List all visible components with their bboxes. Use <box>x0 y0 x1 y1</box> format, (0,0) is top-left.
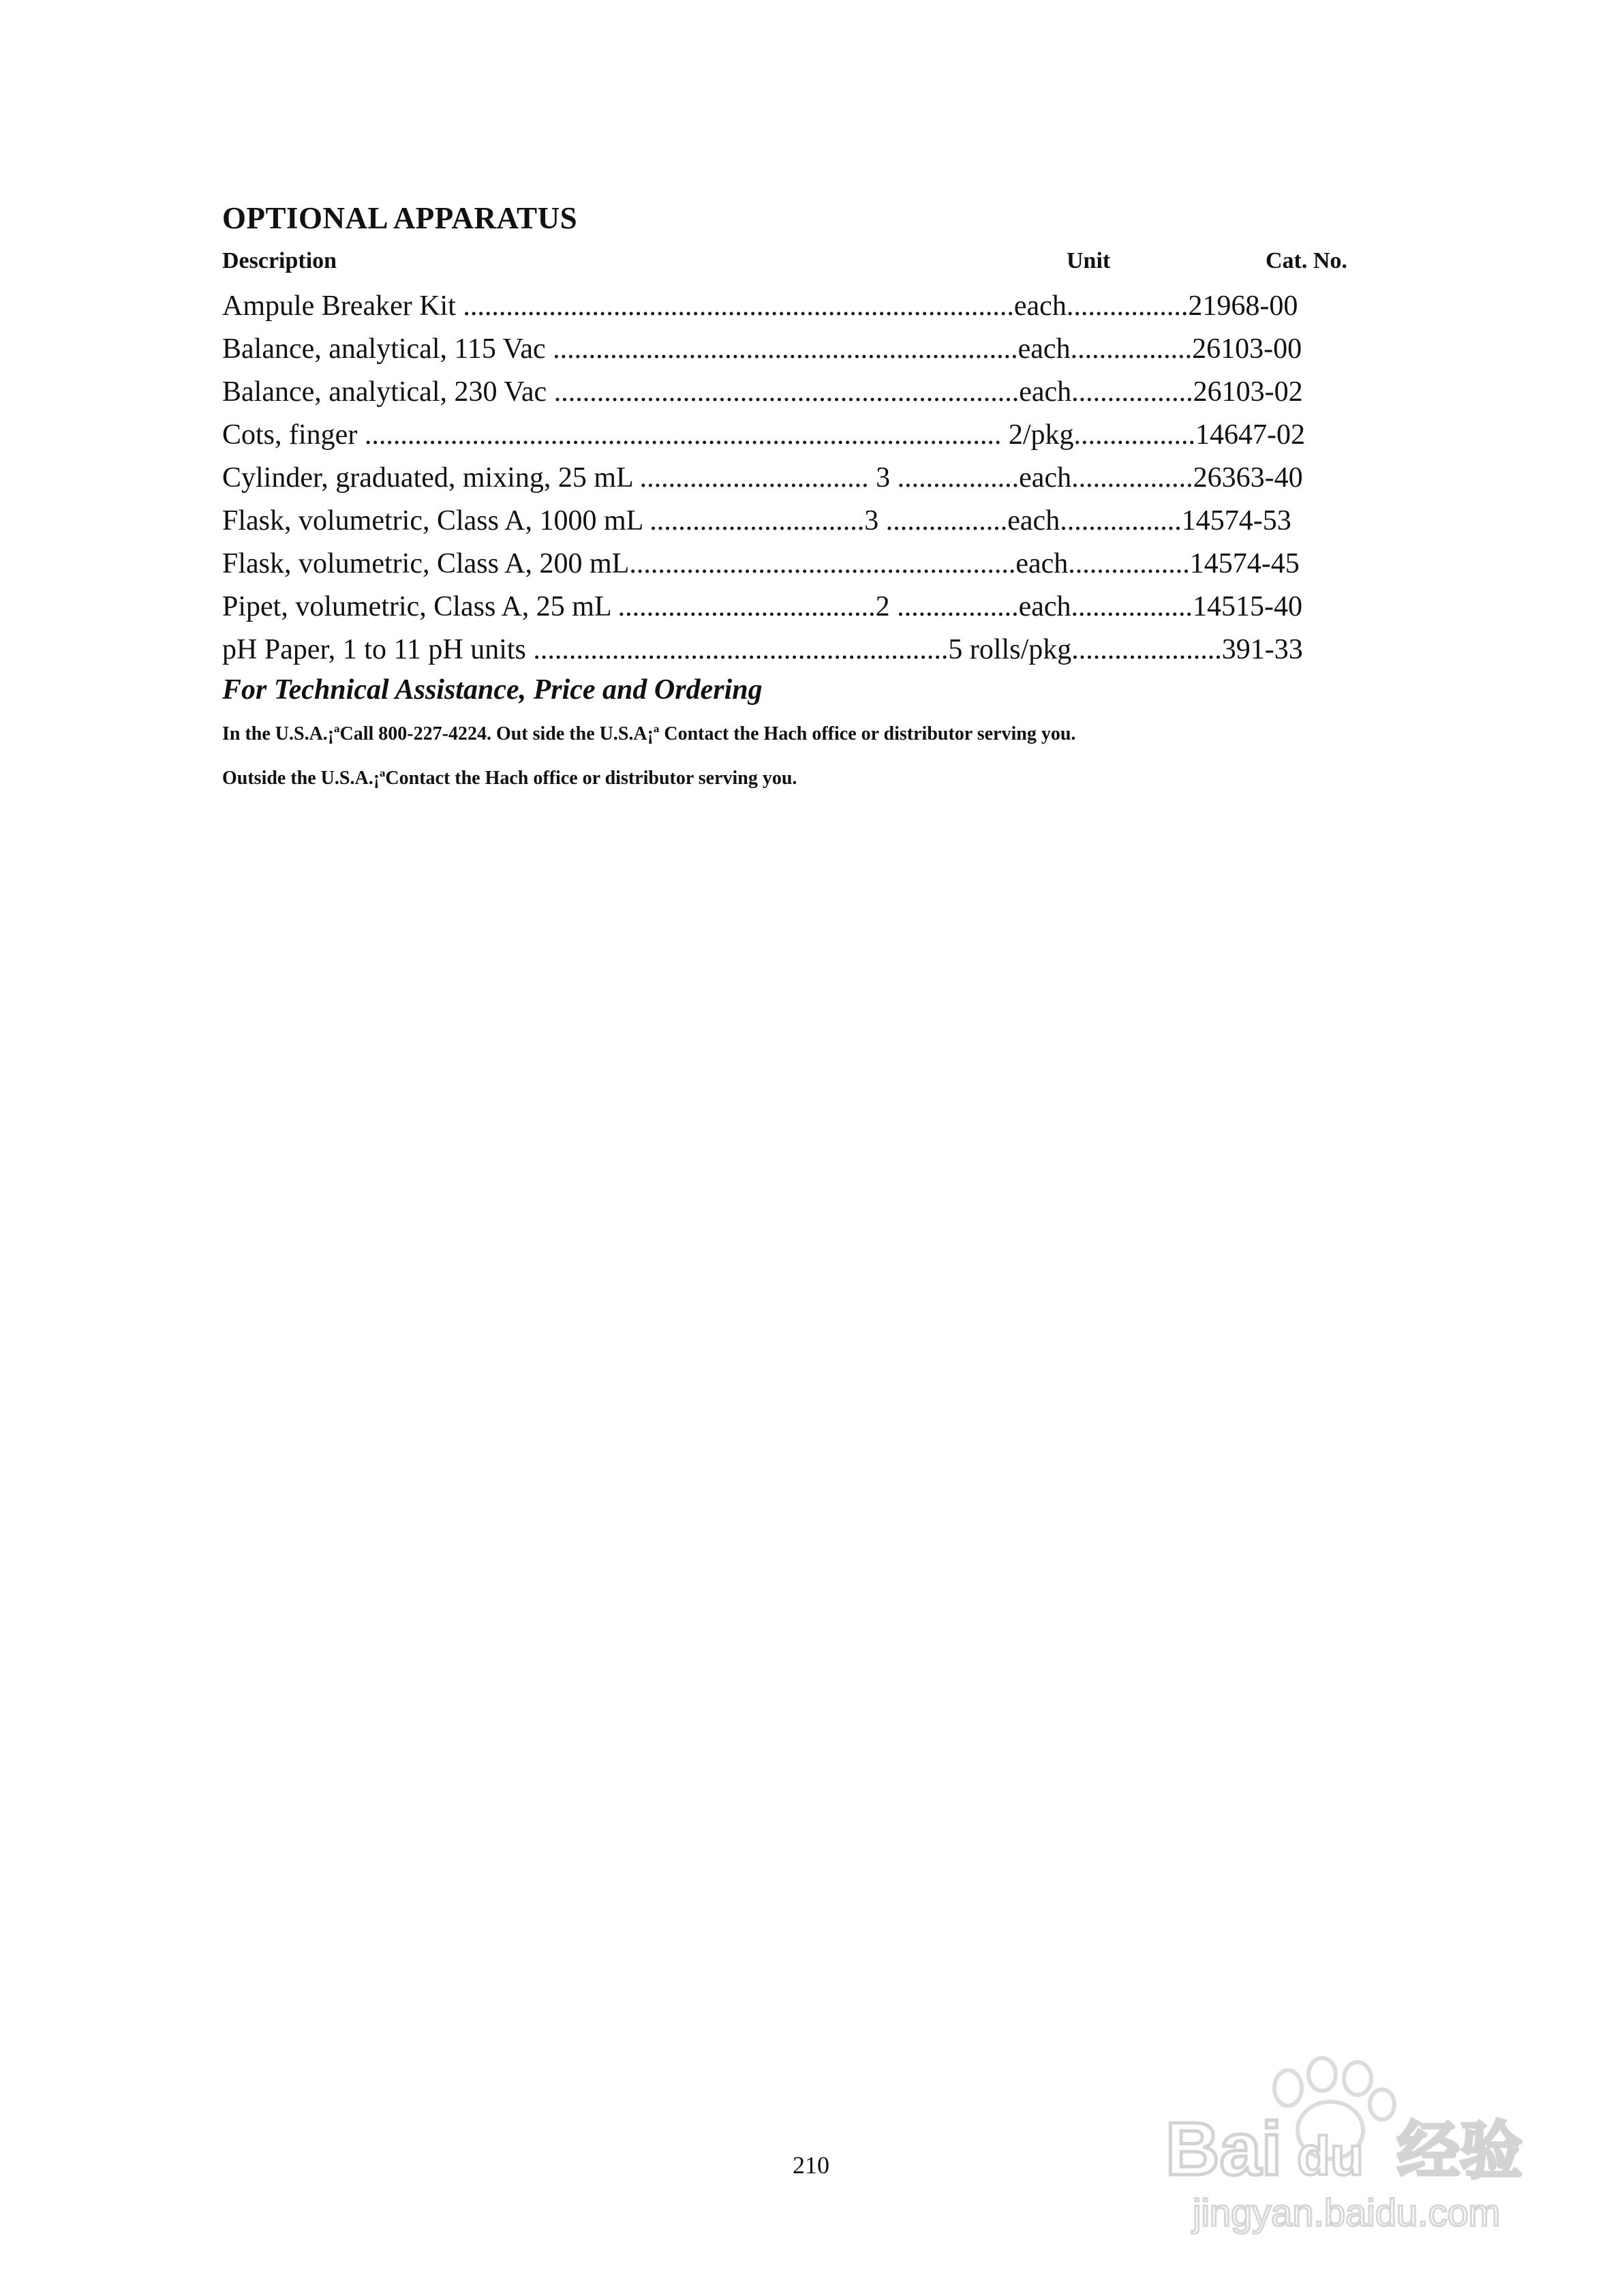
item-leader: ............................................................................. <box>463 290 1014 322</box>
column-header-cat-no: Cat. No. <box>1266 248 1347 273</box>
item-unit-leader: ................. <box>1071 376 1193 408</box>
help-heading: For Technical Assistance, Price and Ordering <box>222 674 763 706</box>
item-unit-leader: ................. <box>1071 591 1193 622</box>
item-qty-leader: ................. <box>878 505 1008 537</box>
apparatus-item <box>222 414 1360 457</box>
item-unit-leader: ................. <box>1071 462 1193 494</box>
item-cat-no: 14647-02 <box>1195 419 1305 451</box>
page-number: 210 <box>793 2151 829 2179</box>
item-unit-leader: ................. <box>1066 290 1189 322</box>
item-unit: each <box>1007 505 1060 537</box>
item-leader: .......................................................... <box>533 634 949 665</box>
item-leader: ...................................................... <box>629 548 1016 579</box>
column-header-unit: Unit <box>1067 248 1111 273</box>
item-qty-leader: ................. <box>889 591 1019 622</box>
baidu-jingyan-watermark-logo <box>1152 2055 1574 2239</box>
item-qty: 3 <box>864 505 879 537</box>
item-cat-no: 14515-40 <box>1193 591 1303 622</box>
item-cat-no: 14574-45 <box>1189 548 1300 579</box>
apparatus-item <box>222 543 1360 586</box>
item-unit: 2/pkg <box>1008 419 1074 451</box>
apparatus-item <box>222 285 1360 328</box>
item-unit: 5 rolls/pkg <box>948 634 1072 665</box>
apparatus-list <box>222 285 1360 671</box>
item-description: Cots, finger <box>222 419 365 451</box>
item-cat-no: 391-33 <box>1221 634 1303 665</box>
item-qty-leader: ................. <box>890 462 1020 494</box>
svg-text:du: du <box>1297 2126 1364 2186</box>
svg-text:jingyan.baidu.com: jingyan.baidu.com <box>1193 2191 1501 2234</box>
apparatus-item <box>222 328 1360 371</box>
item-unit: each <box>1015 548 1069 579</box>
item-unit: each <box>1019 462 1072 494</box>
item-unit-leader: ................. <box>1073 419 1195 451</box>
item-leader: .................................... <box>617 591 876 622</box>
item-unit-leader: ................. <box>1070 333 1193 365</box>
help-contact-line: In the U.S.A.¡ªCall 800-227-4224. Out side the U.S.A¡ª Contact the Hach office or distributor serving you. <box>222 723 1076 744</box>
item-unit: each <box>1013 290 1067 322</box>
item-qty: 3 <box>876 462 891 494</box>
svg-text:经验: 经验 <box>1397 2115 1523 2188</box>
item-unit: each <box>1018 591 1071 622</box>
item-unit-leader: ................. <box>1060 505 1182 537</box>
item-unit: each <box>1019 376 1072 408</box>
item-unit-leader: ..................... <box>1071 634 1222 665</box>
help-contact-line: Outside the U.S.A.¡ªContact the Hach office or distributor serving you. <box>222 768 797 789</box>
item-cat-no: 21968-00 <box>1188 290 1298 322</box>
apparatus-item <box>222 371 1360 414</box>
section-title: OPTIONAL APPARATUS <box>222 201 578 235</box>
item-cat-no: 26363-40 <box>1193 462 1303 494</box>
item-unit: each <box>1017 333 1071 365</box>
item-cat-no: 26103-00 <box>1192 333 1302 365</box>
item-description: Flask, volumetric, Class A, 1000 mL <box>222 505 650 537</box>
item-leader: ................................ <box>639 462 876 494</box>
item-description: Pipet, volumetric, Class A, 25 mL <box>222 591 618 622</box>
item-description: pH Paper, 1 to 11 pH units <box>222 634 534 665</box>
item-cat-no: 14574-53 <box>1181 505 1291 537</box>
apparatus-item <box>222 500 1360 543</box>
apparatus-item <box>222 629 1360 671</box>
item-leader: ......................................................................................... <box>364 419 1009 451</box>
svg-text:Bai: Bai <box>1165 2107 1283 2191</box>
item-description: Flask, volumetric, Class A, 200 mL <box>222 548 630 579</box>
apparatus-item <box>222 586 1360 629</box>
item-leader: .............................. <box>649 505 865 537</box>
item-description: Balance, analytical, 230 Vac <box>222 376 554 408</box>
item-cat-no: 26103-02 <box>1193 376 1303 408</box>
item-unit-leader: ................. <box>1068 548 1190 579</box>
item-description: Cylinder, graduated, mixing, 25 mL <box>222 462 640 494</box>
item-leader: ................................................................. <box>553 333 1018 365</box>
item-qty: 2 <box>875 591 890 622</box>
item-description: Balance, analytical, 115 Vac <box>222 333 553 365</box>
column-header-description: Description <box>222 248 337 273</box>
item-description: Ampule Breaker Kit <box>222 290 463 322</box>
apparatus-item <box>222 457 1360 500</box>
item-leader: ................................................................. <box>553 376 1020 408</box>
